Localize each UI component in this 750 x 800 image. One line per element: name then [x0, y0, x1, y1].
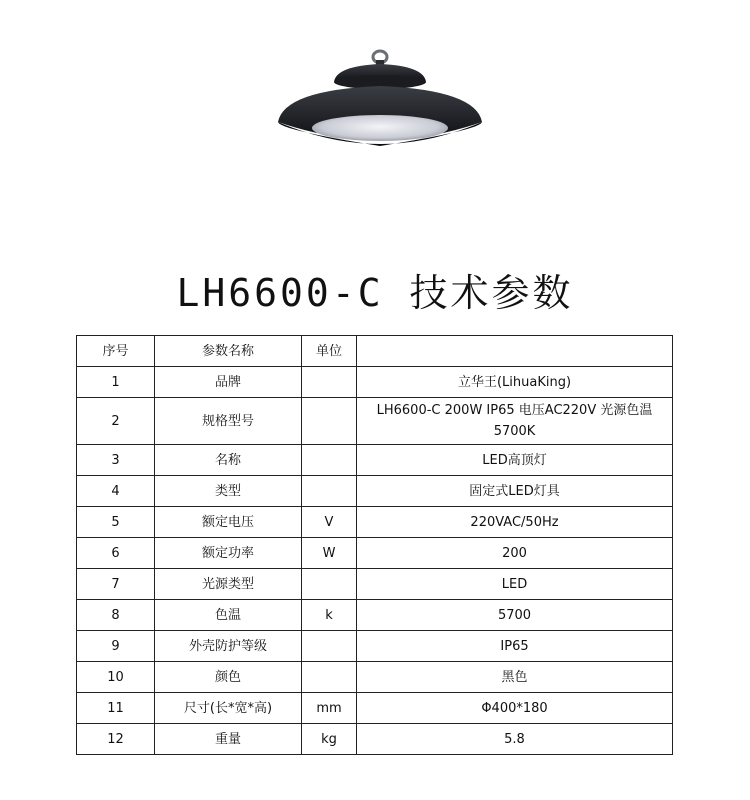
table-row [77, 724, 673, 755]
param-name: 额定功率 [155, 538, 302, 569]
param-value: 立华王(LihuaKing) [357, 367, 673, 398]
table-row [77, 600, 673, 631]
row-number: 7 [77, 569, 155, 600]
param-unit: V [302, 507, 357, 538]
param-name: 重量 [155, 724, 302, 755]
param-unit [302, 662, 357, 693]
ufo-high-bay-lamp-image [270, 40, 490, 150]
param-unit [302, 398, 357, 445]
param-name: 外壳防护等级 [155, 631, 302, 662]
param-value: 200 [357, 538, 673, 569]
param-unit: W [302, 538, 357, 569]
param-unit [302, 367, 357, 398]
row-number: 11 [77, 693, 155, 724]
param-value: 固定式LED灯具 [357, 476, 673, 507]
header-number: 序号 [77, 336, 155, 367]
table-row [77, 507, 673, 538]
param-value: 5.8 [357, 724, 673, 755]
row-number: 6 [77, 538, 155, 569]
param-unit [302, 445, 357, 476]
param-value: LED [357, 569, 673, 600]
param-name: 光源类型 [155, 569, 302, 600]
param-value: IP65 [357, 631, 673, 662]
param-unit: kg [302, 724, 357, 755]
table-row [77, 398, 673, 445]
table-row [77, 476, 673, 507]
table-row [77, 631, 673, 662]
table-row [77, 693, 673, 724]
spec-table [76, 335, 673, 755]
param-name: 颜色 [155, 662, 302, 693]
param-unit: k [302, 600, 357, 631]
row-number: 5 [77, 507, 155, 538]
param-value: LH6600-C 200W IP65 电压AC220V 光源色温5700K [357, 398, 673, 445]
param-name: 名称 [155, 445, 302, 476]
table-row [77, 538, 673, 569]
table-row [77, 662, 673, 693]
param-unit [302, 476, 357, 507]
param-value: 5700 [357, 600, 673, 631]
row-number: 10 [77, 662, 155, 693]
param-value: LED高顶灯 [357, 445, 673, 476]
row-number: 2 [77, 398, 155, 445]
param-value: Φ400*180 [357, 693, 673, 724]
table-row [77, 569, 673, 600]
table-header-row [77, 336, 673, 367]
table-row [77, 367, 673, 398]
page-title: LH6600-C 技术参数 [176, 271, 574, 315]
header-param-name: 参数名称 [155, 336, 302, 367]
row-number: 3 [77, 445, 155, 476]
param-name: 尺寸(长*宽*高) [155, 693, 302, 724]
param-name: 规格型号 [155, 398, 302, 445]
param-name: 额定电压 [155, 507, 302, 538]
row-number: 8 [77, 600, 155, 631]
param-name: 类型 [155, 476, 302, 507]
row-number: 1 [77, 367, 155, 398]
param-unit [302, 569, 357, 600]
param-value: 220VAC/50Hz [357, 507, 673, 538]
header-value [357, 336, 673, 367]
table-row [77, 445, 673, 476]
param-unit [302, 631, 357, 662]
param-unit: mm [302, 693, 357, 724]
row-number: 4 [77, 476, 155, 507]
row-number: 9 [77, 631, 155, 662]
param-name: 色温 [155, 600, 302, 631]
param-value: 黑色 [357, 662, 673, 693]
header-unit: 单位 [302, 336, 357, 367]
param-name: 品牌 [155, 367, 302, 398]
row-number: 12 [77, 724, 155, 755]
